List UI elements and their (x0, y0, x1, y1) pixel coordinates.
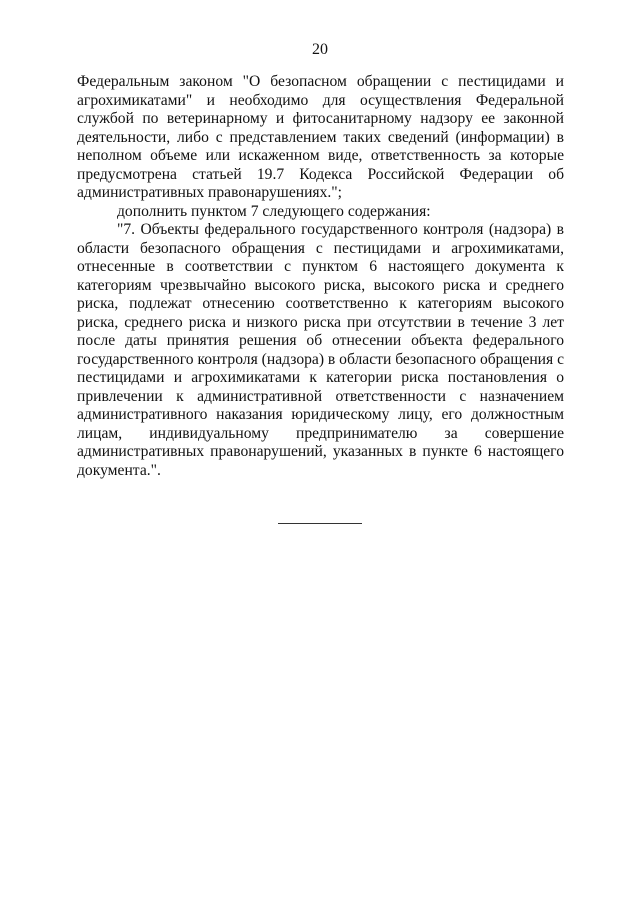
paragraph-continuation: Федеральным законом "О безопасном обращении с пестицидами и агрохимикатами" и необходимо для осуществления Федеральной службой по ветеринарному и фитосанитарному надзору ее законной деятельности, либо с представлением таких сведений (информации) в неполном объеме или искаженном виде, ответственность за которые предусмотрена статьей 19.7 Кодекса Российской Федерации об административных правонарушениях."; (77, 73, 564, 201)
paragraph-amendment-intro: дополнить пунктом 7 следующего содержания: (117, 202, 431, 220)
paragraph-item-7: "7. Объекты федерального государственного контроля (надзора) в области безопасного обращения с пестицидами и агрохимикатами, отнесенные в соответствии с пунктом 6 настоящего документа к категориям чрезвычайно высокого риска, высокого риска и среднего риска, подлежат отнесению соответственно к категориям высокого риска, среднего риска и низкого риска при отсутствии в течение 3 лет после даты принятия решения об отнесении объекта федерального государственного контроля (надзора) в области безопасного обращения с пестицидами и агрохимикатами к категории риска постановления о привлечении к административной ответственности с назначением административного наказания юридическому лицу, его должностным лицам, индивидуальному предпринимателю за совершение административных правонарушений, указанных в пункте 6 настоящего документа.". (77, 221, 565, 479)
page-number: 20 (312, 41, 328, 58)
end-separator-line (278, 523, 362, 524)
document-body (77, 73, 564, 480)
